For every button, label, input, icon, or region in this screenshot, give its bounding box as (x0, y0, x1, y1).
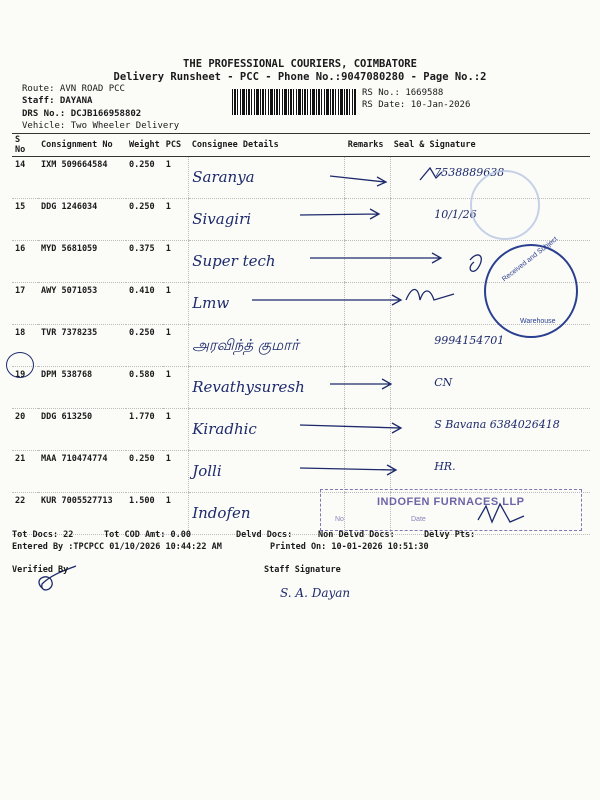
runsheet-subtitle: Delivery Runsheet - PCC - Phone No.:9047080280 - Page No.:2 (113, 71, 487, 83)
row-consignee-text: அரவிந்த் குமார் (192, 336, 299, 354)
row-pcs (163, 157, 189, 199)
row-weight-text: 1.770 (129, 412, 155, 422)
row-consignment-no-text: DDG 613250 (41, 412, 93, 422)
row-signature-text: CN (434, 376, 453, 389)
faded-round-stamp (470, 170, 540, 240)
row-consignment-no-text: IXM 509664584 (41, 160, 108, 170)
row-sno (12, 283, 38, 325)
staff: Staff: DAYANA (22, 96, 93, 106)
row-signature-text: 7538889638 (434, 166, 505, 179)
row-consignment-no (38, 157, 126, 199)
row-consignment-no-text: MAA 710474774 (41, 454, 108, 464)
barcode (232, 89, 356, 115)
drs-number: DRS No.: DCJB166958802 (22, 109, 142, 119)
row-consignee-text: Jolli (192, 462, 222, 480)
row-consignee-text: Saranya (192, 168, 255, 186)
row-sno (12, 451, 38, 493)
rs-number: RS No.: 1669588 (362, 88, 444, 98)
company-title: THE PROFESSIONAL COURIERS, COIMBATORE (183, 58, 417, 70)
verified-by: Verified By (12, 565, 69, 575)
row-pcs-text: 1 (165, 286, 171, 296)
row-pcs (163, 283, 189, 325)
tot-docs: Tot Docs: 22 (12, 530, 74, 540)
table-row (12, 451, 590, 493)
row-pcs-text: 1 (165, 412, 171, 422)
row-sno (12, 241, 38, 283)
col-pcs: PCS (163, 134, 189, 157)
row-consignment-no-text: DPM 538768 (41, 370, 93, 380)
row-pcs-text: 1 (165, 454, 171, 464)
row-remarks (345, 451, 391, 493)
col-consignment: Consignment No (38, 134, 126, 157)
row-signature-text: HR. (434, 460, 456, 473)
row-pcs (163, 451, 189, 493)
non-delvd-docs: Non Delvd Docs: (318, 530, 395, 540)
row-remarks (345, 367, 391, 409)
row-sno (12, 157, 38, 199)
row-sno-text: 15 (15, 202, 26, 212)
row-pcs (163, 493, 189, 535)
indofen-stamp-no: No (335, 516, 344, 523)
warehouse-stamp-text: Warehouse (520, 318, 556, 325)
row-remarks (345, 283, 391, 325)
row-sno-text: 19 (15, 370, 26, 380)
row-remarks (345, 157, 391, 199)
row-weight (126, 157, 163, 199)
row-pcs (163, 199, 189, 241)
row-consignment-no (38, 241, 126, 283)
row-signature (391, 409, 590, 451)
row-consignee (189, 325, 345, 367)
row-consignee (189, 409, 345, 451)
vehicle: Vehicle: Two Wheeler Delivery (22, 121, 180, 131)
row-weight (126, 199, 163, 241)
delvd-docs: Delvd Docs: (236, 530, 293, 540)
row-signature (391, 367, 590, 409)
row-sno-text: 21 (15, 454, 26, 464)
row-consignment-no (38, 325, 126, 367)
row-consignment-no-text: MYD 5681059 (41, 244, 98, 254)
row-consignee-text: Lmw (192, 294, 230, 312)
row-pcs-text: 1 (165, 496, 171, 506)
row-signature (391, 451, 590, 493)
col-seal: Seal & Signature (391, 134, 590, 157)
row-pcs (163, 367, 189, 409)
row-consignee (189, 451, 345, 493)
col-remarks: Remarks (345, 134, 391, 157)
row-sno (12, 493, 38, 535)
row-pcs-text: 1 (165, 202, 171, 212)
row-remarks (345, 241, 391, 283)
row-sno-text: 18 (15, 328, 26, 338)
row-pcs-text: 1 (165, 370, 171, 380)
indofen-stamp-name: INDOFEN FURNACES LLP (377, 496, 525, 508)
table-row (12, 325, 590, 367)
entered-by: Entered By :TPCPCC 01/10/2026 10:44:22 AM (12, 542, 222, 552)
row-consignment-no-text: DDG 1246034 (41, 202, 98, 212)
row-consignee (189, 157, 345, 199)
received-stamp (484, 235, 578, 338)
row-sno-text: 20 (15, 412, 26, 422)
row-weight (126, 451, 163, 493)
row-consignee-text: Indofen (192, 504, 251, 522)
row-weight (126, 325, 163, 367)
row-sno (12, 409, 38, 451)
staff-signature-hand: S. A. Dayan (280, 586, 351, 600)
row-consignee (189, 199, 345, 241)
row-signature-text (394, 245, 434, 251)
row-consignee (189, 283, 345, 325)
col-weight: Weight (126, 134, 163, 157)
rs-date: RS Date: 10-Jan-2026 (362, 100, 471, 110)
row-weight-text: 0.250 (129, 454, 155, 464)
row-pcs (163, 241, 189, 283)
row-consignment-no-text: TVR 7378235 (41, 328, 98, 338)
row-weight (126, 283, 163, 325)
row-consignee-text: Super tech (192, 252, 276, 270)
row-consignee (189, 241, 345, 283)
row-consignment-no (38, 409, 126, 451)
row-weight (126, 493, 163, 535)
col-sno: S No (12, 134, 38, 157)
staff-signature-label: Staff Signature (264, 565, 341, 575)
row-weight-text: 0.250 (129, 160, 155, 170)
row-weight-text: 0.410 (129, 286, 155, 296)
row-sno-text: 16 (15, 244, 26, 254)
indofen-stamp-date: Date (411, 516, 426, 523)
row-19-circle (6, 352, 34, 378)
row-sno-text: 14 (15, 160, 26, 170)
row-sno-text: 22 (15, 496, 26, 506)
received-stamp-text: Received and Subject (501, 235, 560, 284)
printed-on: Printed On: 10-01-2026 10:51:30 (270, 542, 429, 552)
row-signature (391, 325, 590, 367)
route: Route: AVN ROAD PCC (22, 84, 125, 94)
row-sno-text: 17 (15, 286, 26, 296)
row-consignment-no (38, 367, 126, 409)
row-consignee-text: Sivagiri (192, 210, 252, 228)
row-remarks (345, 409, 391, 451)
row-pcs (163, 325, 189, 367)
row-weight-text: 0.250 (129, 328, 155, 338)
row-weight-text: 1.500 (129, 496, 155, 506)
row-pcs-text: 1 (165, 328, 171, 338)
row-remarks (345, 199, 391, 241)
row-consignment-no-text: AWY 5071053 (41, 286, 98, 296)
row-consignee-text: Kiradhic (192, 420, 257, 438)
col-consignee: Consignee Details (189, 134, 345, 157)
row-sno (12, 199, 38, 241)
row-weight (126, 367, 163, 409)
row-pcs-text: 1 (165, 160, 171, 170)
table-header (12, 134, 590, 157)
table-row (12, 367, 590, 409)
row-weight-text: 0.375 (129, 244, 155, 254)
delvy-pts: Delvy Pts: (424, 530, 476, 540)
row-consignment-no (38, 493, 126, 535)
row-consignee-text: Revathysuresh (192, 378, 305, 396)
row-signature-text: 10/1/26 (434, 208, 477, 221)
table-row (12, 409, 590, 451)
row-remarks (345, 325, 391, 367)
row-weight-text: 0.250 (129, 202, 155, 212)
row-signature-text (394, 287, 434, 293)
tot-cod: Tot COD Amt: 0.00 (104, 530, 191, 540)
row-consignment-no (38, 451, 126, 493)
row-consignment-no (38, 199, 126, 241)
row-consignee (189, 367, 345, 409)
row-consignment-no (38, 283, 126, 325)
row-signature-text: 9994154701 (434, 334, 505, 347)
indofen-stamp (320, 489, 582, 531)
row-weight (126, 409, 163, 451)
row-weight (126, 241, 163, 283)
row-weight-text: 0.580 (129, 370, 155, 380)
row-pcs (163, 409, 189, 451)
row-pcs-text: 1 (165, 244, 171, 254)
row-signature-text: S Bavana 6384026418 (434, 418, 560, 431)
row-consignment-no-text: KUR 7005527713 (41, 496, 113, 506)
